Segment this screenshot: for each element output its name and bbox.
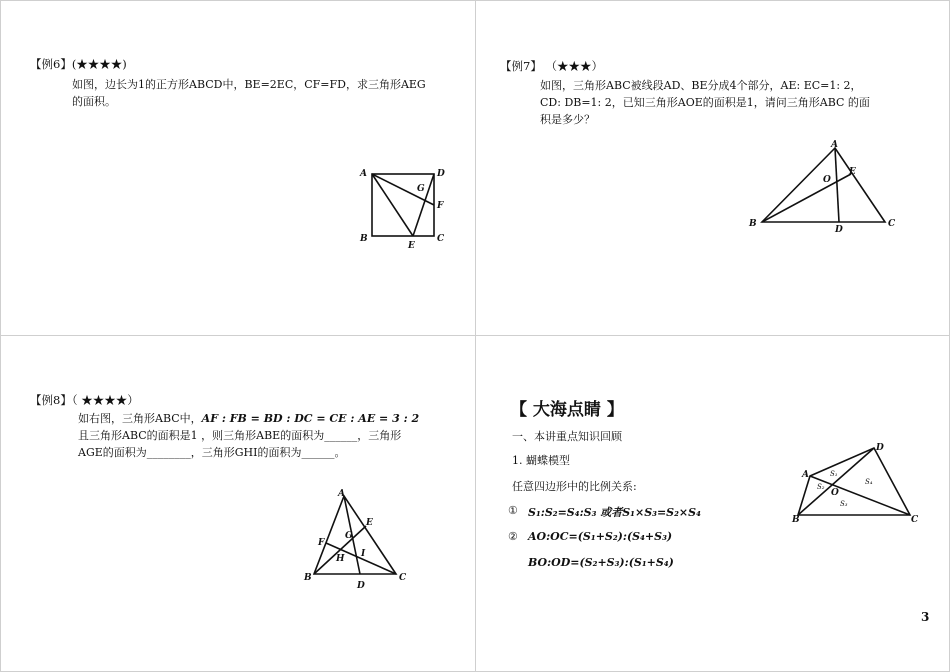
label-g: G bbox=[417, 184, 425, 194]
butterfly-figure bbox=[790, 440, 930, 530]
formula-1-number: ① bbox=[508, 504, 518, 517]
formula-3: BO:OD=(S₂+S₃):(S₁+S₄) bbox=[528, 556, 674, 569]
label-e: E bbox=[408, 241, 415, 251]
label-a: A bbox=[831, 140, 838, 150]
label-e: E bbox=[849, 167, 856, 177]
vertical-divider bbox=[475, 0, 476, 672]
label-s1: S₁ bbox=[830, 470, 838, 478]
label-b: B bbox=[304, 573, 312, 583]
example-8-text-line1 bbox=[78, 410, 419, 427]
example-8-ratio: AF : FB = BD : DC = CE : AE = 3 : 2 bbox=[201, 412, 420, 425]
label-c: C bbox=[437, 234, 445, 244]
label-c: C bbox=[399, 573, 407, 583]
section-title: 【 大海点睛 】 bbox=[510, 400, 624, 420]
formula-2-number: ② bbox=[508, 530, 518, 543]
label-a: A bbox=[360, 169, 367, 179]
label-g: G bbox=[345, 531, 353, 541]
example-7-text-line3: 积是多少？ bbox=[540, 113, 595, 126]
segment-ad bbox=[835, 148, 839, 222]
example-8-text-line3: AGE的面积为________，三角形GHI的面积为______。 bbox=[78, 446, 346, 459]
example-7-figure bbox=[745, 138, 905, 238]
horizontal-divider bbox=[0, 335, 950, 336]
segment-ae bbox=[372, 174, 413, 236]
square-abcd bbox=[372, 174, 434, 236]
label-b: B bbox=[792, 515, 800, 525]
label-b: B bbox=[360, 234, 368, 244]
label-s2: S₂ bbox=[817, 483, 825, 491]
example-8-figure bbox=[300, 488, 420, 598]
label-s3: S₃ bbox=[840, 500, 848, 508]
label-d: D bbox=[876, 443, 884, 453]
example-7-text-line2: CD: DB=1: 2，已知三角形AOE的面积是1，请问三角形ABC 的面 bbox=[540, 96, 870, 109]
label-c: C bbox=[888, 219, 896, 229]
example-6-header: 【例6】(★★★★) bbox=[30, 57, 127, 71]
label-h: H bbox=[336, 554, 345, 564]
example-6-figure bbox=[358, 164, 458, 254]
formula-1: S₁:S₂=S₄:S₃ 或者S₁×S₃=S₂×S₄ bbox=[528, 506, 701, 519]
label-d: D bbox=[835, 225, 843, 235]
example-7-header: 【例7】 （★★★） bbox=[500, 59, 603, 73]
page-number: 3 bbox=[921, 610, 930, 624]
label-b: B bbox=[749, 219, 757, 229]
section-subtitle: 一、本讲重点知识回顾 bbox=[512, 430, 622, 443]
example-8-intro: 如右图，三角形ABC中， bbox=[78, 412, 202, 425]
label-a: A bbox=[338, 489, 345, 499]
ratio-relation-text: 任意四边形中的比例关系: bbox=[512, 480, 637, 493]
formula-2: AO:OC=(S₁+S₂):(S₄+S₃) bbox=[528, 530, 673, 543]
triangle-abc bbox=[762, 148, 885, 222]
example-7-text-line1: 如图，三角形ABC被线段AD、BE分成4个部分，AE: EC=1: 2， bbox=[540, 79, 862, 92]
label-f: F bbox=[318, 538, 325, 548]
quadrilateral-abcd bbox=[798, 448, 910, 515]
label-d: D bbox=[357, 581, 365, 591]
label-f: F bbox=[437, 201, 444, 211]
label-s4: S₄ bbox=[865, 478, 873, 486]
label-d: D bbox=[437, 169, 445, 179]
example-6-text-line2: 的面积。 bbox=[72, 95, 116, 108]
diagonal-ac bbox=[810, 476, 910, 515]
label-a: A bbox=[802, 470, 809, 480]
label-e: E bbox=[366, 518, 373, 528]
example-8-text-line2: 且三角形ABC的面积是1 ，则三角形ABE的面积为______，三角形 bbox=[78, 429, 402, 442]
label-o: O bbox=[823, 175, 831, 185]
label-c: C bbox=[911, 515, 919, 525]
label-o: O bbox=[831, 488, 839, 498]
example-6-text-line1: 如图，边长为1的正方形ABCD中，BE=2EC，CF=FD，求三角形AEG bbox=[72, 78, 426, 91]
label-i: I bbox=[361, 549, 366, 559]
example-8-header: 【例8】（ ★★★★） bbox=[30, 393, 139, 407]
diagonal-bd bbox=[798, 448, 874, 515]
item-butterfly-model: 1. 蝴蝶模型 bbox=[512, 454, 570, 467]
